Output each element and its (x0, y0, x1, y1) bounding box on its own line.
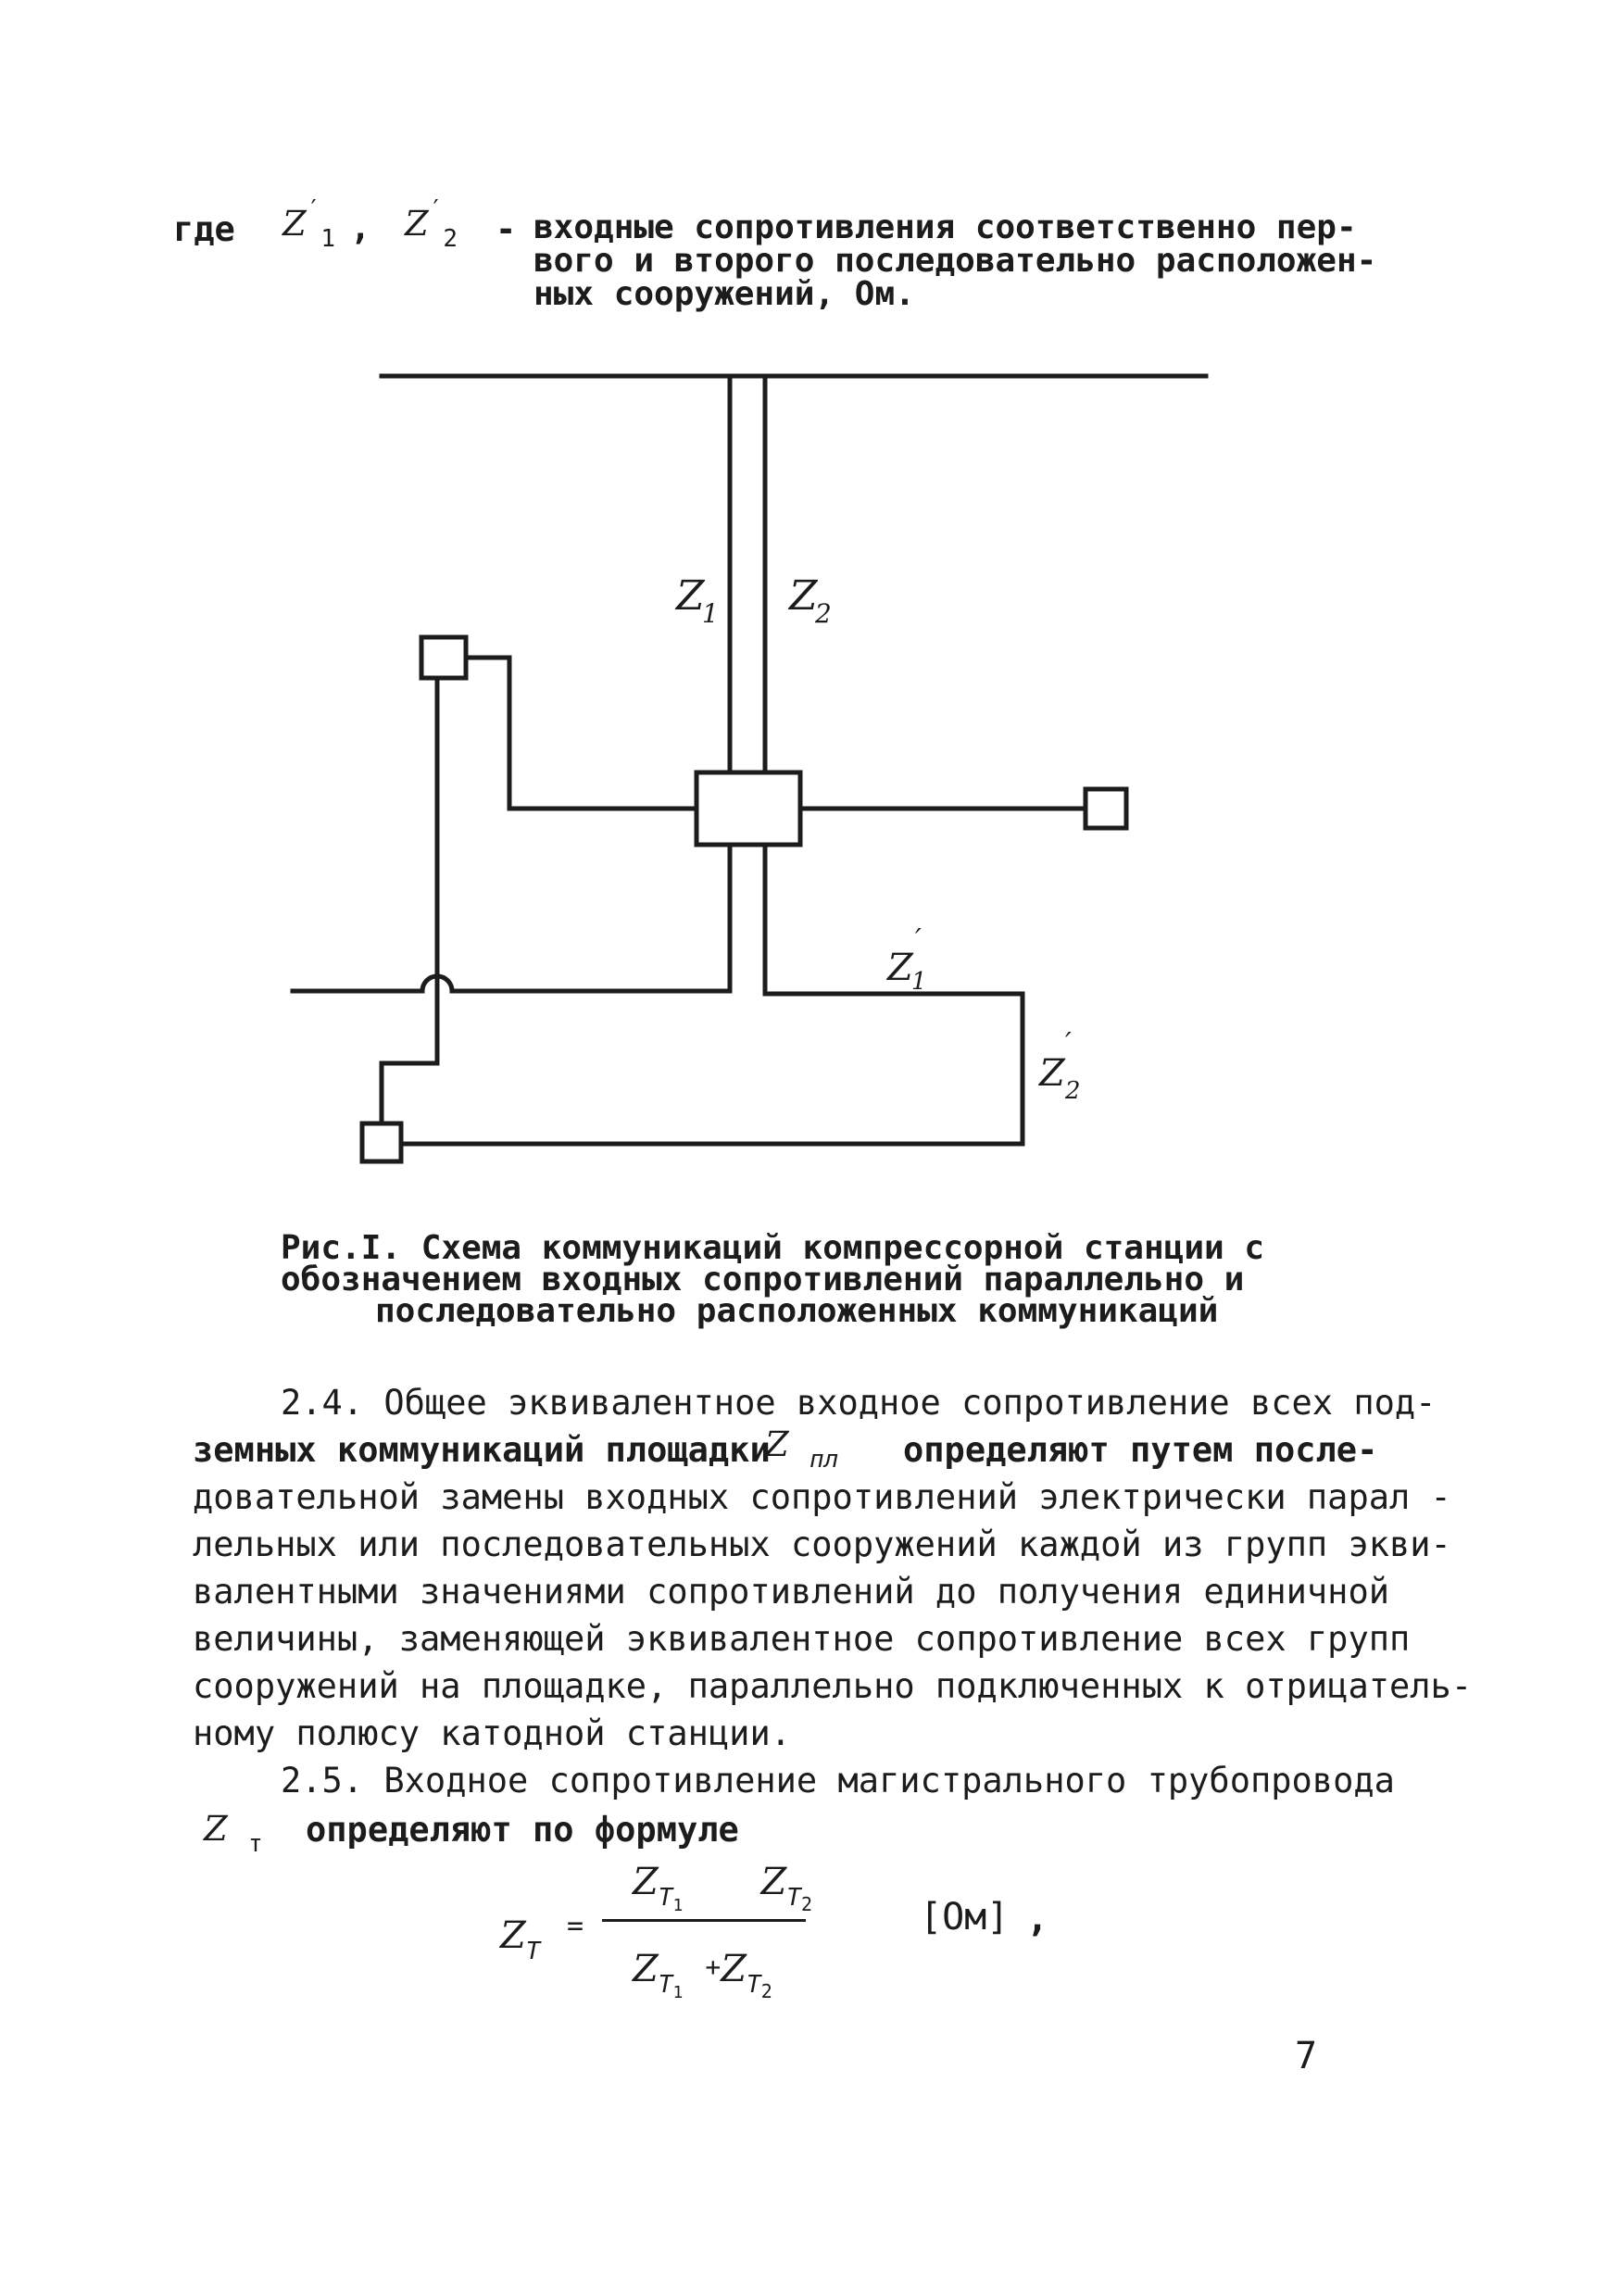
para-2-5-line-1: 2.5. Входное сопротивление магистрального трубопровода (281, 1761, 1395, 1800)
para-2-4-line-7: сооружений на площадке, параллельно подключенных к отрицатель- (193, 1666, 1473, 1706)
para-2-4-line-2b: определяют путем после- (903, 1430, 1378, 1470)
formula-num-a-sub: T (658, 1884, 673, 1912)
formula-denominator (633, 1948, 772, 2002)
z-symbol: Z (633, 1948, 659, 1990)
definition-line-3: ных сооружений, Ом. (533, 275, 915, 313)
z-symbol: Z (405, 204, 429, 244)
z-symbol: Z (765, 1424, 789, 1464)
z-t-symbol (204, 1809, 263, 1858)
label-z2-prime: Z (1039, 1052, 1065, 1095)
formula-den-b-sub: T (747, 1971, 761, 1999)
formula-plus: + (705, 1951, 722, 1982)
subscript-2: 2 (443, 225, 458, 253)
formula-num-b-subsub: 2 (800, 1893, 812, 1915)
para-2-4-line-2a: земных коммуникаций площадки (193, 1430, 771, 1470)
z-symbol: Z (633, 1861, 659, 1903)
label-z1-prime: Z (887, 947, 913, 989)
z-symbol: Z (282, 204, 307, 244)
label-z1-prime-mark: ′ (915, 923, 922, 956)
z-symbol: Z (760, 1861, 787, 1903)
formula-unit: [Ом] (920, 1896, 1010, 1938)
para-2-4-line-1: 2.4. Общее эквивалентное входное сопротивление всех под- (281, 1383, 1437, 1423)
page-number: 7 (1295, 2035, 1318, 2077)
z-symbol: Z (204, 1809, 228, 1849)
formula-lhs-sub: T (525, 1938, 541, 1965)
label-z2-prime-sub: 2 (1065, 1077, 1081, 1105)
formula-equals: = (567, 1910, 584, 1942)
figure-caption-line-1: Рис.I. Схема коммуникаций компрессорной станции с (281, 1229, 1265, 1267)
figure-caption-line-2: обозначением входных сопротивлений параллельно и (281, 1261, 1245, 1299)
label-z2: Z (789, 572, 818, 620)
z-pl-symbol (765, 1424, 839, 1474)
label-z1: Z (676, 572, 705, 620)
para-2-4-line-3: довательной замены входных сопротивлений электрически парал - (193, 1477, 1451, 1517)
formula-den-b-subsub: 2 (760, 1980, 772, 2002)
right-structure-box (1086, 789, 1126, 828)
definition-line-1: входные сопротивления соответственно пер- (533, 208, 1357, 246)
formula-lhs (500, 1914, 541, 1965)
para-2-5-line-2: определяют по формуле (306, 1810, 739, 1850)
para-2-4-line-4: лельных или последовательных сооружений каждой из групп экви- (193, 1524, 1451, 1564)
para-2-4-line-6: величины, заменяющей эквивалентное сопротивление всех групп (193, 1619, 1411, 1659)
subscript-pl: пл (810, 1446, 839, 1474)
formula-fraction-bar (602, 1919, 806, 1922)
subscript-t: т (248, 1830, 263, 1858)
formula-trailing-comma: , (1026, 1898, 1049, 1940)
label-z2-sub: 2 (815, 598, 832, 629)
para-2-4-line-8: ному полюсу катодной станции. (193, 1713, 792, 1753)
para-2-4-line-5: валентными значениями сопротивлений до получения единичной (193, 1572, 1390, 1612)
definition-line-2: вого и второго последовательно расположен- (533, 242, 1377, 280)
definition-comma: , (350, 207, 371, 247)
figure-caption-line-3: последовательно расположенных коммуникаций (375, 1292, 1219, 1330)
z-symbol: Z (500, 1914, 526, 1957)
prime-mark: ′ (428, 195, 444, 223)
formula-numerator (633, 1861, 812, 1915)
formula-den-a-subsub: 1 (672, 1983, 684, 2002)
label-z1-prime-sub: 1 (911, 968, 927, 996)
label-z2-prime-mark: ′ (1065, 1027, 1072, 1060)
prime-mark: ′ (306, 195, 321, 223)
formula-num-b-sub: T (786, 1884, 801, 1912)
formula-den-a-sub: T (658, 1971, 673, 1999)
formula-num-a-subsub: 1 (672, 1896, 684, 1915)
z-symbol: Z (721, 1948, 747, 1990)
label-z1-sub: 1 (702, 598, 719, 629)
upper-left-structure-box (421, 637, 466, 678)
compressor-station-box (697, 772, 800, 845)
definition-lead: где (173, 209, 235, 249)
definition-dash: - (496, 209, 517, 249)
subscript-1: 1 (320, 225, 336, 253)
lower-left-structure-box (362, 1123, 401, 1161)
